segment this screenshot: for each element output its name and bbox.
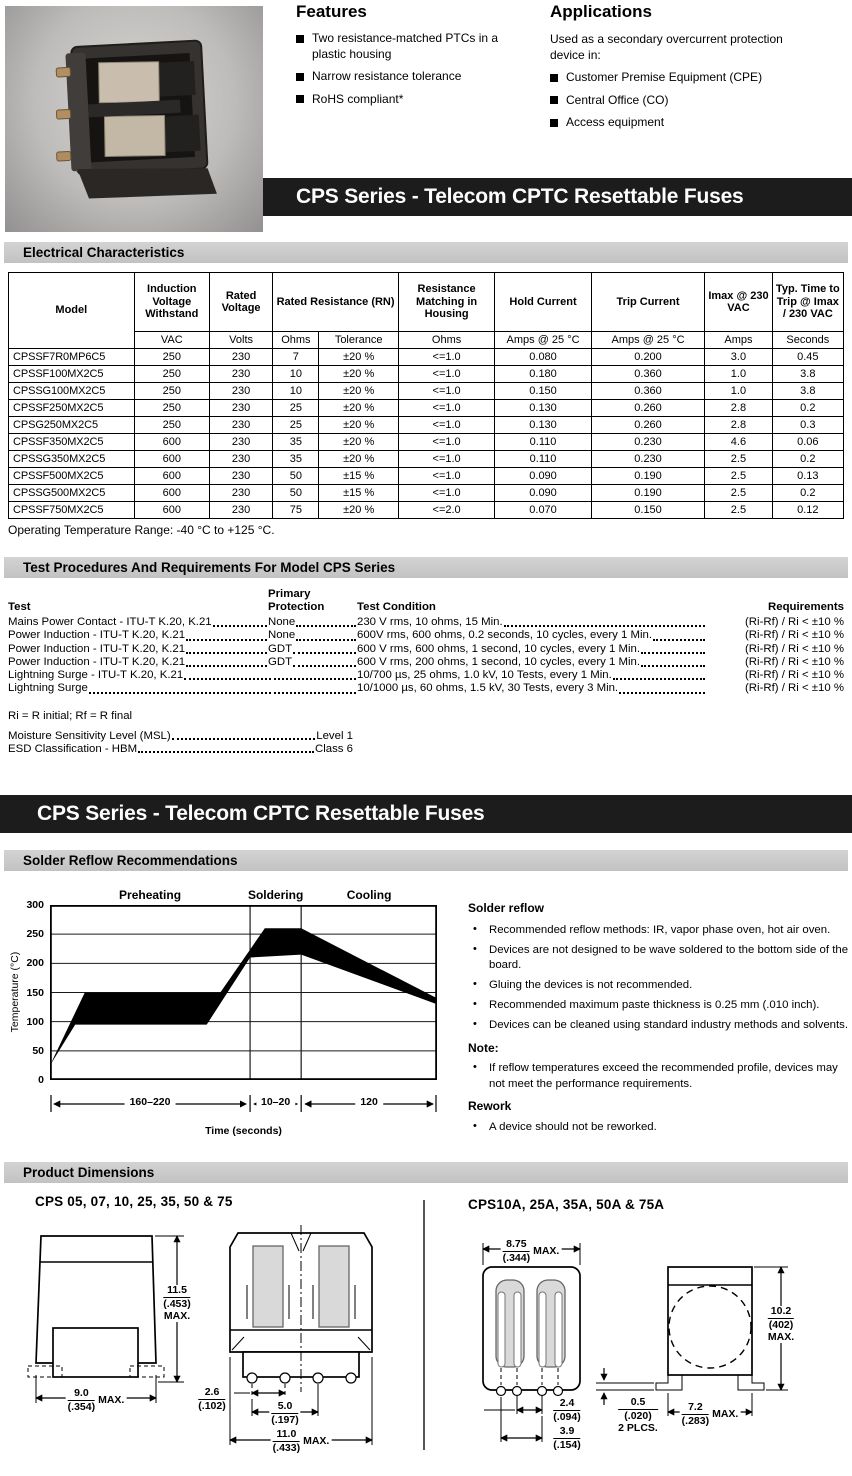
value-cell: 0.06 bbox=[772, 434, 843, 451]
test-row bbox=[8, 682, 844, 695]
value-cell: 0.090 bbox=[495, 468, 591, 485]
requirements: (Ri-Rf) / Ri < ±10 % bbox=[745, 669, 844, 682]
model-cell: CPSSG100MX2C5 bbox=[9, 383, 135, 400]
unit-ohms: Ohms bbox=[273, 332, 319, 349]
value-cell: 35 bbox=[273, 434, 319, 451]
value-cell: <=1.0 bbox=[398, 417, 494, 434]
series-title-banner bbox=[0, 795, 852, 833]
value-cell: 0.360 bbox=[591, 366, 705, 383]
value-cell: 0.090 bbox=[495, 485, 591, 502]
value-cell: ±20 % bbox=[319, 400, 398, 417]
model-cell: CPSG250MX2C5 bbox=[9, 417, 135, 434]
value-cell: 0.190 bbox=[591, 468, 705, 485]
col-model: Model bbox=[9, 273, 135, 349]
value-cell: 0.190 bbox=[591, 485, 705, 502]
feature-item: Two resistance-matched PTCs in a plastic housing bbox=[296, 31, 548, 62]
value-cell: 600 bbox=[134, 434, 209, 451]
test-row bbox=[8, 669, 844, 682]
y-axis-tick: 100 bbox=[26, 1016, 44, 1028]
section-header-product-dimensions: Product Dimensions bbox=[4, 1162, 848, 1183]
requirements: (Ri-Rf) / Ri < ±10 % bbox=[745, 629, 844, 642]
msl-row bbox=[8, 730, 353, 742]
test-name: Lightning Surge - ITU-T K.20, K.21 bbox=[8, 669, 268, 682]
value-cell: ±15 % bbox=[319, 485, 398, 502]
value-cell: 230 bbox=[209, 485, 272, 502]
duration-label: 160–220 bbox=[125, 1096, 176, 1108]
dim-label-a-height: 10.2 (402) MAX. bbox=[766, 1306, 796, 1343]
unit-imax: Amps bbox=[705, 332, 772, 349]
value-cell: 230 bbox=[209, 349, 272, 366]
dim-label-a-foot: 0.5 (.020) 2 PLCS. bbox=[618, 1396, 658, 1434]
value-cell: 250 bbox=[134, 383, 209, 400]
feature-item: RoHS compliant* bbox=[296, 92, 548, 108]
esd-value: Class 6 bbox=[315, 742, 353, 755]
reflow-title: Solder reflow bbox=[468, 901, 545, 915]
x-axis-title: Time (seconds) bbox=[205, 1125, 282, 1137]
value-cell: 2.5 bbox=[705, 468, 772, 485]
square-bullet-icon bbox=[296, 95, 304, 103]
dimensions-left-title: CPS 05, 07, 10, 25, 35, 50 & 75 bbox=[35, 1194, 233, 1209]
col-rated-voltage: Rated Voltage bbox=[209, 273, 272, 332]
test-condition: 230 V rms, 10 ohms, 15 Min. bbox=[357, 616, 706, 629]
model-cell: CPSSF100MX2C5 bbox=[9, 366, 135, 383]
unit-rated-voltage: Volts bbox=[209, 332, 272, 349]
table-row bbox=[9, 434, 844, 451]
dim-label-pitch-small: 2.6 (.102) bbox=[198, 1386, 226, 1412]
value-cell: 4.6 bbox=[705, 434, 772, 451]
value-cell: 0.080 bbox=[495, 349, 591, 366]
col-typ-time: Typ. Time to Trip @ Imax / 230 VAC bbox=[772, 273, 843, 332]
model-cell: CPSSF250MX2C5 bbox=[9, 400, 135, 417]
table-row bbox=[9, 451, 844, 468]
value-cell: 35 bbox=[273, 451, 319, 468]
header-test-condition: Test Condition bbox=[357, 600, 436, 613]
value-cell: 0.13 bbox=[772, 468, 843, 485]
value-cell: 1.0 bbox=[705, 366, 772, 383]
value-cell: 230 bbox=[209, 417, 272, 434]
solder-reflow-chart bbox=[0, 885, 460, 1153]
dim-label-pitch-large: 5.0 (.197) bbox=[271, 1400, 299, 1426]
unit-typ-time: Seconds bbox=[772, 332, 843, 349]
test-row bbox=[8, 616, 844, 629]
note-bullet: • If reflow temperatures exceed the recommended profile, devices may not meet the performance requirements. bbox=[468, 1061, 850, 1092]
test-name: Power Induction - ITU-T K.20, K.21 bbox=[8, 629, 268, 642]
applications-intro: Used as a secondary overcurrent protection device in: bbox=[550, 32, 783, 62]
value-cell: 0.130 bbox=[495, 400, 591, 417]
applications-section bbox=[550, 2, 835, 138]
application-item: Central Office (CO) bbox=[550, 93, 835, 109]
y-axis-tick: 250 bbox=[26, 928, 44, 940]
test-name: Lightning Surge bbox=[8, 682, 268, 695]
chart-region-label: Preheating bbox=[119, 888, 182, 902]
value-cell: <=1.0 bbox=[398, 434, 494, 451]
duration-label: 120 bbox=[355, 1096, 383, 1108]
value-cell: 75 bbox=[273, 502, 319, 519]
table-row bbox=[9, 468, 844, 485]
square-bullet-icon bbox=[550, 96, 558, 104]
value-cell: 0.150 bbox=[591, 502, 705, 519]
msl-label: Moisture Sensitivity Level (MSL) bbox=[8, 729, 171, 742]
banner-text: CPS Series - Telecom CPTC Resettable Fuses bbox=[296, 185, 744, 208]
features-title: Features bbox=[296, 2, 367, 21]
value-cell: 0.150 bbox=[495, 383, 591, 400]
elec-table-body bbox=[9, 349, 844, 519]
rework-title: Rework bbox=[468, 1099, 512, 1113]
value-cell: 230 bbox=[209, 383, 272, 400]
requirements: (Ri-Rf) / Ri < ±10 % bbox=[745, 616, 844, 628]
section-header-test-procedures: Test Procedures And Requirements For Model CPS Series bbox=[4, 557, 848, 578]
value-cell: 230 bbox=[209, 434, 272, 451]
reflow-bullet: • Devices can be cleaned using standard industry methods and solvents. bbox=[468, 1018, 850, 1034]
header-test: Test bbox=[8, 600, 31, 613]
test-condition: 10/1000 µs, 60 ohms, 1.5 kV, 30 Tests, every 3 Min. bbox=[357, 682, 706, 695]
y-axis-title: Temperature (°C) bbox=[9, 951, 21, 1033]
model-cell: CPSSG350MX2C5 bbox=[9, 451, 135, 468]
dimensions-right-title: CPS10A, 25A, 35A, 50A & 75A bbox=[468, 1197, 665, 1212]
value-cell: 600 bbox=[134, 502, 209, 519]
primary-protection: None bbox=[268, 616, 357, 629]
value-cell: 250 bbox=[134, 417, 209, 434]
unit-hold: Amps @ 25 °C bbox=[495, 332, 591, 349]
y-axis-tick: 0 bbox=[38, 1074, 44, 1086]
primary-protection bbox=[268, 669, 357, 682]
value-cell: 2.8 bbox=[705, 400, 772, 417]
feature-item: Narrow resistance tolerance bbox=[296, 69, 548, 85]
value-cell: 50 bbox=[273, 485, 319, 502]
value-cell: 0.260 bbox=[591, 400, 705, 417]
value-cell: 600 bbox=[134, 468, 209, 485]
value-cell: 50 bbox=[273, 468, 319, 485]
header-primary-protection: Primary Protection bbox=[268, 588, 325, 613]
electrical-characteristics-table bbox=[8, 272, 844, 519]
unit-matching: Ohms bbox=[398, 332, 494, 349]
test-condition: 600 V rms, 600 ohms, 1 second, 10 cycles, every 1 Min. bbox=[357, 643, 706, 656]
model-cell: CPSSF500MX2C5 bbox=[9, 468, 135, 485]
value-cell: 0.110 bbox=[495, 434, 591, 451]
value-cell: 250 bbox=[134, 400, 209, 417]
msl-value: Level 1 bbox=[316, 729, 353, 742]
value-cell: 230 bbox=[209, 502, 272, 519]
application-item: Access equipment bbox=[550, 115, 835, 131]
square-bullet-icon bbox=[550, 74, 558, 82]
square-bullet-icon bbox=[296, 73, 304, 81]
value-cell: 2.5 bbox=[705, 485, 772, 502]
value-cell: 0.230 bbox=[591, 434, 705, 451]
value-cell: ±20 % bbox=[319, 417, 398, 434]
value-cell: <=2.0 bbox=[398, 502, 494, 519]
dim-label-a-pitch-large: 3.9 (.154) bbox=[553, 1425, 581, 1451]
test-condition: 600V rms, 600 ohms, 0.2 seconds, 10 cycles, every 1 Min. bbox=[357, 629, 706, 642]
dotted-leader bbox=[172, 730, 316, 740]
value-cell: 0.230 bbox=[591, 451, 705, 468]
col-hold-current: Hold Current bbox=[495, 273, 591, 332]
model-cell: CPSSF7R0MP6C5 bbox=[9, 349, 135, 366]
reflow-profile-plot bbox=[50, 905, 437, 1080]
banner-text: CPS Series - Telecom CPTC Resettable Fuses bbox=[37, 802, 485, 825]
col-imax: Imax @ 230 VAC bbox=[705, 273, 772, 332]
square-bullet-icon bbox=[296, 35, 304, 43]
duration-label: 10–20 bbox=[256, 1096, 295, 1108]
dotted-leader bbox=[138, 743, 314, 753]
test-rows bbox=[8, 616, 844, 696]
dim-label-front-width: $\frac{11.0}{(.433)}$ MAX. bbox=[272, 1428, 330, 1454]
table-header-row bbox=[9, 273, 844, 332]
table-row bbox=[9, 502, 844, 519]
series-title-banner bbox=[263, 178, 852, 216]
value-cell: 1.0 bbox=[705, 383, 772, 400]
value-cell: 0.2 bbox=[772, 451, 843, 468]
dim-label-height: 11.5 (.453) MAX. bbox=[163, 1284, 191, 1322]
requirements: (Ri-Rf) / Ri < ±10 % bbox=[745, 655, 844, 668]
value-cell: 0.130 bbox=[495, 417, 591, 434]
model-cell: CPSSF350MX2C5 bbox=[9, 434, 135, 451]
operating-range-note: Operating Temperature Range: -40 °C to +125 °C. bbox=[8, 523, 275, 537]
chart-region-label: Cooling bbox=[346, 888, 392, 902]
table-row bbox=[9, 400, 844, 417]
value-cell: 0.070 bbox=[495, 502, 591, 519]
dim-label-a-pitch-small: 2.4 (.094) bbox=[553, 1397, 581, 1423]
square-bullet-icon bbox=[550, 119, 558, 127]
header-requirements: Requirements bbox=[768, 600, 844, 613]
test-row bbox=[8, 656, 844, 669]
application-item: Customer Premise Equipment (CPE) bbox=[550, 70, 835, 86]
dim-label-width: $\frac{9.0}{(.354)}$ MAX. bbox=[67, 1387, 125, 1413]
unit-tolerance: Tolerance bbox=[319, 332, 398, 349]
value-cell: 600 bbox=[134, 451, 209, 468]
value-cell: ±20 % bbox=[319, 349, 398, 366]
value-cell: 600 bbox=[134, 485, 209, 502]
applications-title: Applications bbox=[550, 2, 653, 21]
value-cell: 0.12 bbox=[772, 502, 843, 519]
value-cell: 7 bbox=[273, 349, 319, 366]
model-cell: CPSSF750MX2C5 bbox=[9, 502, 135, 519]
value-cell: 230 bbox=[209, 366, 272, 383]
dimension-drawings bbox=[0, 1185, 852, 1476]
primary-protection: None bbox=[268, 629, 357, 642]
col-trip-current: Trip Current bbox=[591, 273, 705, 332]
value-cell: 3.8 bbox=[772, 383, 843, 400]
dim-label-a-width: $\frac{8.75}{(.344)}$ MAX. bbox=[502, 1238, 560, 1264]
section-header-electrical: Electrical Characteristics bbox=[4, 242, 848, 263]
model-cell: CPSSG500MX2C5 bbox=[9, 485, 135, 502]
fuse-photo-illustration bbox=[5, 6, 263, 232]
reflow-bullet: • Gluing the devices is not recommended. bbox=[468, 978, 850, 994]
value-cell: <=1.0 bbox=[398, 400, 494, 417]
value-cell: 0.2 bbox=[772, 400, 843, 417]
table-row bbox=[9, 417, 844, 434]
esd-label: ESD Classification - HBM bbox=[8, 742, 138, 755]
value-cell: 0.200 bbox=[591, 349, 705, 366]
value-cell: ±20 % bbox=[319, 434, 398, 451]
value-cell: 2.5 bbox=[705, 451, 772, 468]
value-cell: <=1.0 bbox=[398, 485, 494, 502]
requirements: (Ri-Rf) / Ri < ±10 % bbox=[745, 642, 844, 655]
value-cell: 2.5 bbox=[705, 502, 772, 519]
value-cell: 250 bbox=[134, 366, 209, 383]
value-cell: <=1.0 bbox=[398, 383, 494, 400]
rework-bullet: • A device should not be reworked. bbox=[468, 1120, 850, 1136]
value-cell: 230 bbox=[209, 400, 272, 417]
y-axis-tick: 150 bbox=[26, 987, 44, 999]
primary-protection: GDT bbox=[268, 656, 357, 669]
esd-row bbox=[8, 743, 353, 755]
dim-label-a-depth: $\frac{7.2}{(.283)}$ MAX. bbox=[681, 1401, 739, 1427]
primary-protection bbox=[268, 682, 357, 695]
value-cell: 3.8 bbox=[772, 366, 843, 383]
table-row bbox=[9, 485, 844, 502]
col-matching: Resistance Matching in Housing bbox=[398, 273, 494, 332]
value-cell: 10 bbox=[273, 366, 319, 383]
test-condition: 10/700 µs, 25 ohms, 1.0 kV, 10 Tests, every 1 Min. bbox=[357, 669, 706, 682]
test-name: Mains Power Contact - ITU-T K.20, K.21 bbox=[8, 616, 268, 629]
value-cell: ±20 % bbox=[319, 366, 398, 383]
value-cell: 2.8 bbox=[705, 417, 772, 434]
value-cell: 0.45 bbox=[772, 349, 843, 366]
value-cell: <=1.0 bbox=[398, 451, 494, 468]
value-cell: 250 bbox=[134, 349, 209, 366]
unit-induction: VAC bbox=[134, 332, 209, 349]
y-axis-tick: 50 bbox=[32, 1045, 44, 1057]
value-cell: 0.180 bbox=[495, 366, 591, 383]
value-cell: ±15 % bbox=[319, 468, 398, 485]
value-cell: <=1.0 bbox=[398, 349, 494, 366]
table-units-row bbox=[9, 332, 844, 349]
value-cell: 230 bbox=[209, 468, 272, 485]
value-cell: 25 bbox=[273, 400, 319, 417]
primary-protection: GDT bbox=[268, 643, 357, 656]
y-axis-tick: 200 bbox=[26, 957, 44, 969]
reflow-bullet: • Devices are not designed to be wave soldered to the bottom side of the board. bbox=[468, 943, 850, 974]
test-row bbox=[8, 643, 844, 656]
reflow-notes bbox=[468, 901, 850, 1140]
table-row bbox=[9, 383, 844, 400]
value-cell: 10 bbox=[273, 383, 319, 400]
col-rated-resistance: Rated Resistance (RN) bbox=[273, 273, 399, 332]
table-row bbox=[9, 366, 844, 383]
value-cell: 0.260 bbox=[591, 417, 705, 434]
unit-trip: Amps @ 25 °C bbox=[591, 332, 705, 349]
test-name: Power Induction - ITU-T K.20, K.21 bbox=[8, 656, 268, 669]
test-name: Power Induction - ITU-T K.20, K.21 bbox=[8, 643, 268, 656]
requirements: (Ri-Rf) / Ri < ±10 % bbox=[745, 682, 844, 695]
test-row bbox=[8, 629, 844, 642]
value-cell: 0.110 bbox=[495, 451, 591, 468]
value-cell: 230 bbox=[209, 451, 272, 468]
col-induction: Induction Voltage Withstand bbox=[134, 273, 209, 332]
test-header-row bbox=[8, 588, 844, 613]
features-section bbox=[296, 2, 548, 114]
value-cell: 3.0 bbox=[705, 349, 772, 366]
reflow-bullet: • Recommended maximum paste thickness is 0.25 mm (.010 inch). bbox=[468, 998, 850, 1014]
value-cell: <=1.0 bbox=[398, 468, 494, 485]
table-row bbox=[9, 349, 844, 366]
value-cell: <=1.0 bbox=[398, 366, 494, 383]
value-cell: 0.360 bbox=[591, 383, 705, 400]
test-procedures-block bbox=[8, 588, 844, 755]
value-cell: ±20 % bbox=[319, 502, 398, 519]
product-photo bbox=[5, 6, 263, 232]
chart-region-label: Soldering bbox=[247, 888, 304, 902]
value-cell: 0.3 bbox=[772, 417, 843, 434]
value-cell: ±20 % bbox=[319, 451, 398, 468]
resistance-footnote: Ri = R initial; Rf = R final bbox=[8, 709, 133, 722]
note-title: Note: bbox=[468, 1040, 499, 1055]
section-header-solder-reflow: Solder Reflow Recommendations bbox=[4, 850, 848, 871]
value-cell: 25 bbox=[273, 417, 319, 434]
y-axis-tick: 300 bbox=[26, 899, 44, 911]
test-condition: 600 V rms, 200 ohms, 1 second, 10 cycles, every 1 Min. bbox=[357, 656, 706, 669]
value-cell: 0.2 bbox=[772, 485, 843, 502]
reflow-bullet: • Recommended reflow methods: IR, vapor phase oven, hot air oven. bbox=[468, 923, 850, 939]
value-cell: ±20 % bbox=[319, 383, 398, 400]
